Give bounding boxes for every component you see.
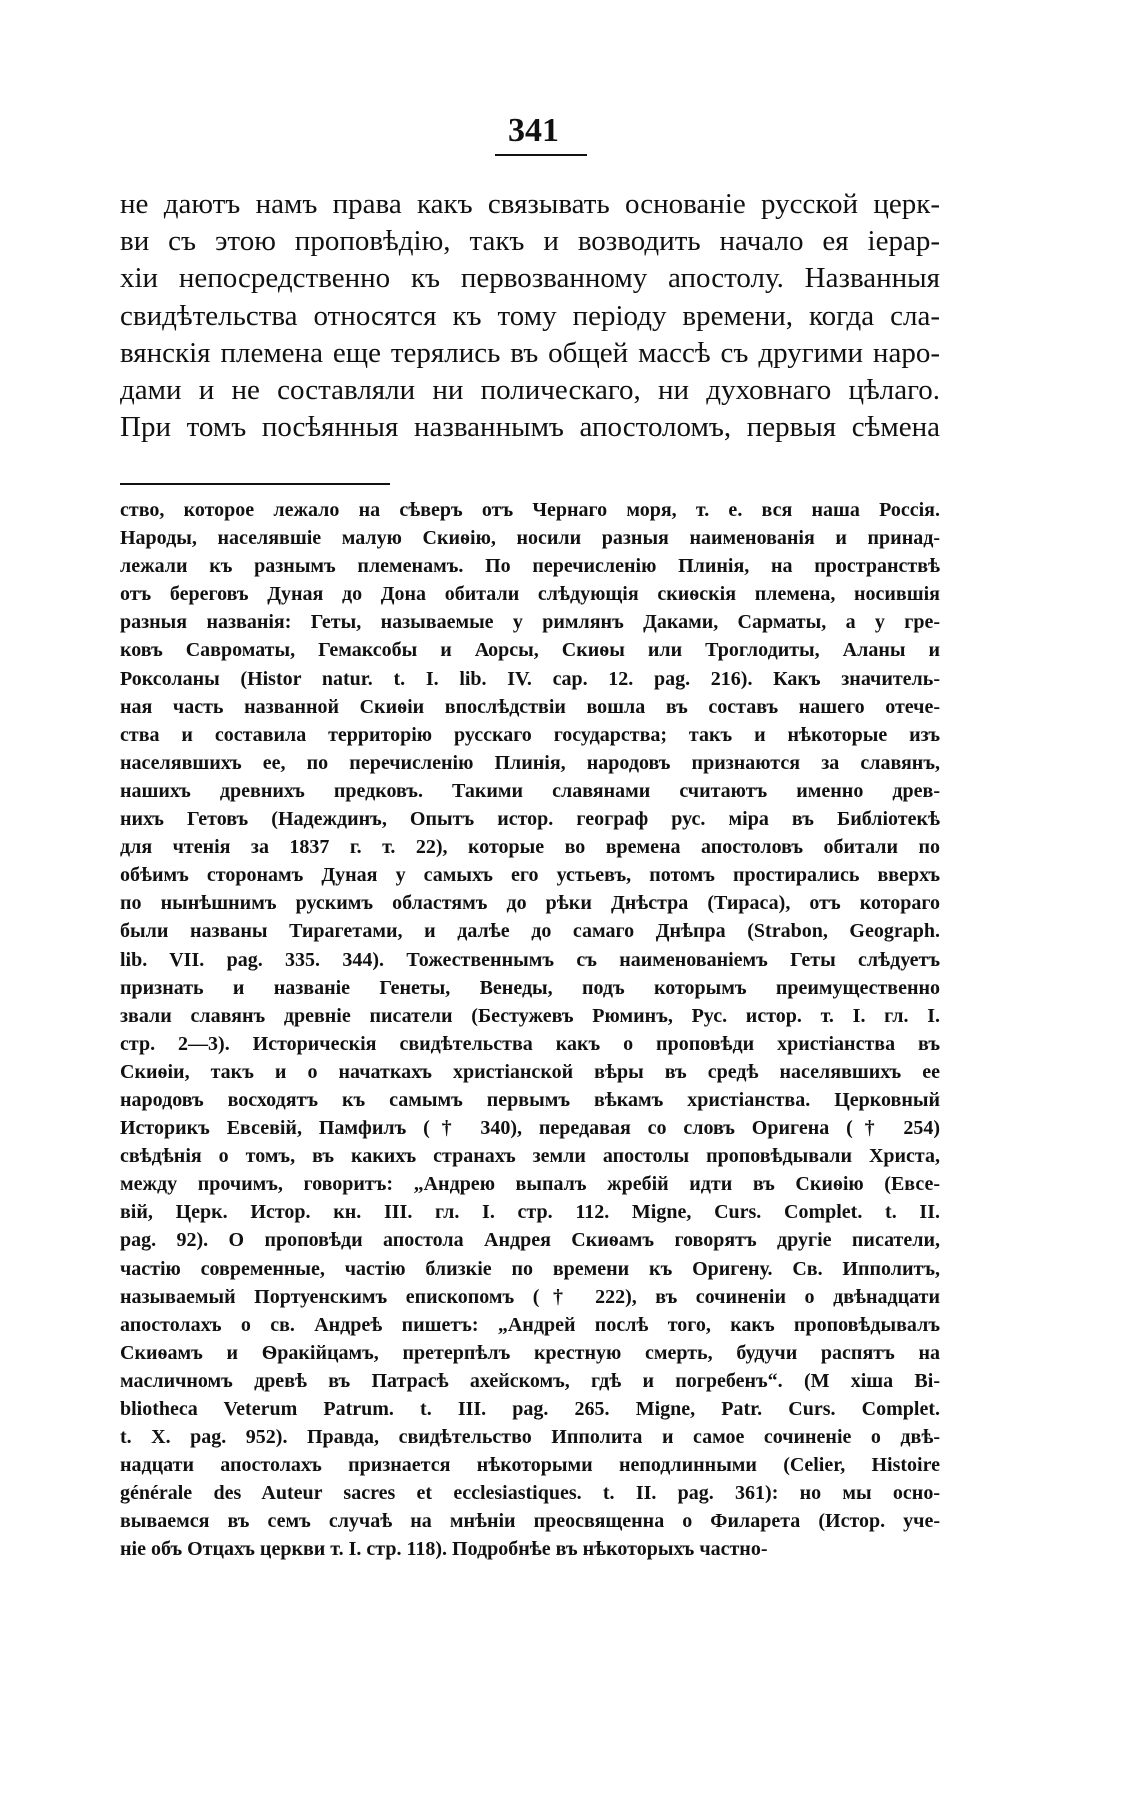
page-number-rule bbox=[495, 154, 587, 156]
footnote-line: признать и названіе Генеты, Венеды, подъ которымъ преимущественно bbox=[120, 976, 940, 999]
footnote-line: bliotheca Veterum Patrum. t. III. pag. 265. Migne, Patr. Curs. Complet. bbox=[120, 1398, 940, 1420]
footnote-line: частію современные, частію близкіе по времени къ Оригену. Св. Ипполитъ, bbox=[120, 1257, 940, 1280]
footnote-line: вываемся въ семъ случаѣ на мнѣніи преосвященна о Филарета (Истор. уче- bbox=[120, 1510, 940, 1533]
footnote-line: стр. 2—3). Историческія свидѣтельства какъ о проповѣди христіанства въ bbox=[120, 1032, 940, 1055]
footnote-line: лежали къ разнымъ племенамъ. По перечисленію Плинія, на пространствѣ bbox=[120, 555, 940, 578]
footnote-line: Народы, населявшіе малую Скиѳію, носили разныя наименованія и принад- bbox=[120, 527, 940, 550]
footnote-line: масличномъ древѣ въ Патрасѣ ахейскомъ, гдѣ и погребенъ“. (M xiша Bi- bbox=[120, 1369, 940, 1392]
footnote-line: lib. VII. pag. 335. 344). Тожественнымъ съ наименованіемъ Геты слѣдуетъ bbox=[120, 948, 940, 971]
main-text-line: дами и не составляли ни полическаго, ни духовнаго цѣлаго. bbox=[120, 373, 940, 406]
footnote-line: ковъ Савроматы, Гемаксобы и Аорсы, Скиѳы или Троглодиты, Аланы и bbox=[120, 639, 940, 662]
page-number: 341 bbox=[508, 112, 559, 149]
main-text-line: ви съ этою проповѣдію, такъ и возводить начало ея іерар- bbox=[120, 225, 940, 258]
footnote-line: нихъ Гетовъ (Надеждинъ, Опытъ истор. географ рус. міра въ Библіотекѣ bbox=[120, 808, 940, 831]
main-text-line: вянскія племена еще терялись въ общей массѣ съ другими наро- bbox=[120, 336, 940, 369]
footnote-rule bbox=[120, 483, 390, 485]
footnote-line: называемый Портуенскимъ епископомъ († 222), въ сочиненіи о двѣнадцати bbox=[120, 1285, 940, 1308]
footnote-line: для чтенія за 1837 г. т. 22), которые во времена апостоловъ обитали по bbox=[120, 836, 940, 859]
footnote-line: t. X. pag. 952). Правда, свидѣтельство Ипполита и самое сочиненіе о двѣ- bbox=[120, 1426, 940, 1449]
footnote-line: générale des Auteur sacres et ecclesiastiques. t. II. pag. 361): но мы осно- bbox=[120, 1482, 940, 1505]
footnote-line: апостолахъ о св. Андреѣ пишетъ: „Андрей послѣ того, какъ проповѣдывалъ bbox=[120, 1313, 940, 1336]
main-text-line: свидѣтельства относятся къ тому періоду времени, когда сла- bbox=[120, 299, 940, 332]
footnote-line: народовъ восходятъ къ самымъ первымъ вѣкамъ христіанства. Церковный bbox=[120, 1088, 940, 1111]
main-text bbox=[120, 186, 940, 446]
footnote-line: отъ береговъ Дуная до Дона обитали слѣдующія скиѳскія племена, носившія bbox=[120, 583, 940, 606]
footnote-line: вій, Церк. Истор. кн. III. гл. I. стр. 112. Migne, Curs. Complet. t. II. bbox=[120, 1201, 940, 1224]
footnote-line: Историкъ Евсевій, Памфилъ († 340), передавая со словъ Оригена († 254) bbox=[120, 1117, 940, 1140]
main-text-line: хіи непосредственно къ первозванному апостолу. Названныя bbox=[120, 262, 940, 295]
footnote-line: ства и составила территорію русскаго государства; такъ и нѣкоторые изъ bbox=[120, 723, 940, 746]
footnote-line: были названы Тирагетами, и далѣе до самаго Днѣпра (Strabon, Geograph. bbox=[120, 920, 940, 943]
footnote-line: звали славянъ древніе писатели (Бестужевъ Рюминъ, Рус. истор. т. I. гл. I. bbox=[120, 1004, 940, 1027]
footnote-line: Скиѳіи, такъ и о начаткахъ христіанской вѣры въ средѣ населявшихъ ее bbox=[120, 1060, 940, 1083]
footnote-line: свѣдѣнія о томъ, въ какихъ странахъ земли апостолы проповѣдывали Христа, bbox=[120, 1145, 940, 1168]
footnote-line: между прочимъ, говоритъ: „Андрею выпалъ жребій идти въ Скиѳію (Евсе- bbox=[120, 1173, 940, 1196]
footnote-line: нашихъ древнихъ предковъ. Такими славянами считаютъ именно древ- bbox=[120, 779, 940, 802]
footnote-line: ніе объ Отцахъ церкви т. I. стр. 118). Подробнѣе въ нѣкоторыхъ частно- bbox=[120, 1538, 768, 1561]
main-text-line: При томъ посѣянныя названнымъ апостоломъ, первыя сѣмена bbox=[120, 411, 940, 444]
footnote-line: Роксоланы (Histor natur. t. I. lib. IV. cap. 12. pag. 216). Какъ значитель- bbox=[120, 667, 940, 690]
footnote-line: ство, которое лежало на сѣверъ отъ Чернаго моря, т. е. вся наша Россія. bbox=[120, 499, 940, 521]
footnote-line: населявшихъ ее, по перечисленію Плинія, народовъ признаются за славянъ, bbox=[120, 751, 940, 774]
footnote-line: ная часть названной Скиѳіи впослѣдствіи вошла въ составъ нашего отече- bbox=[120, 695, 940, 718]
main-text-line: не даютъ намъ права какъ связывать основаніе русской церк- bbox=[120, 188, 940, 220]
footnote-line: по нынѣшнимъ рускимъ областямъ до рѣки Днѣстра (Тираса), отъ котораго bbox=[120, 892, 940, 915]
footnote-line: Скиѳамъ и Ѳракійцамъ, претерпѣлъ крестную смерть, будучи распятъ на bbox=[120, 1341, 940, 1364]
footnote-line: разныя названія: Геты, называемые у римлянъ Даками, Сарматы, а у гре- bbox=[120, 611, 940, 634]
footnote-text bbox=[120, 496, 940, 1564]
footnote-line: обѣимъ сторонамъ Дуная у самыхъ его устьевъ, потомъ простирались вверхъ bbox=[120, 864, 940, 887]
footnote-line: надцати апостолахъ признается нѣкоторыми неподлинными (Celier, Histoire bbox=[120, 1454, 940, 1477]
footnote-line: pag. 92). О проповѣди апостола Андрея Скиѳамъ говорятъ другіе писатели, bbox=[120, 1229, 940, 1252]
